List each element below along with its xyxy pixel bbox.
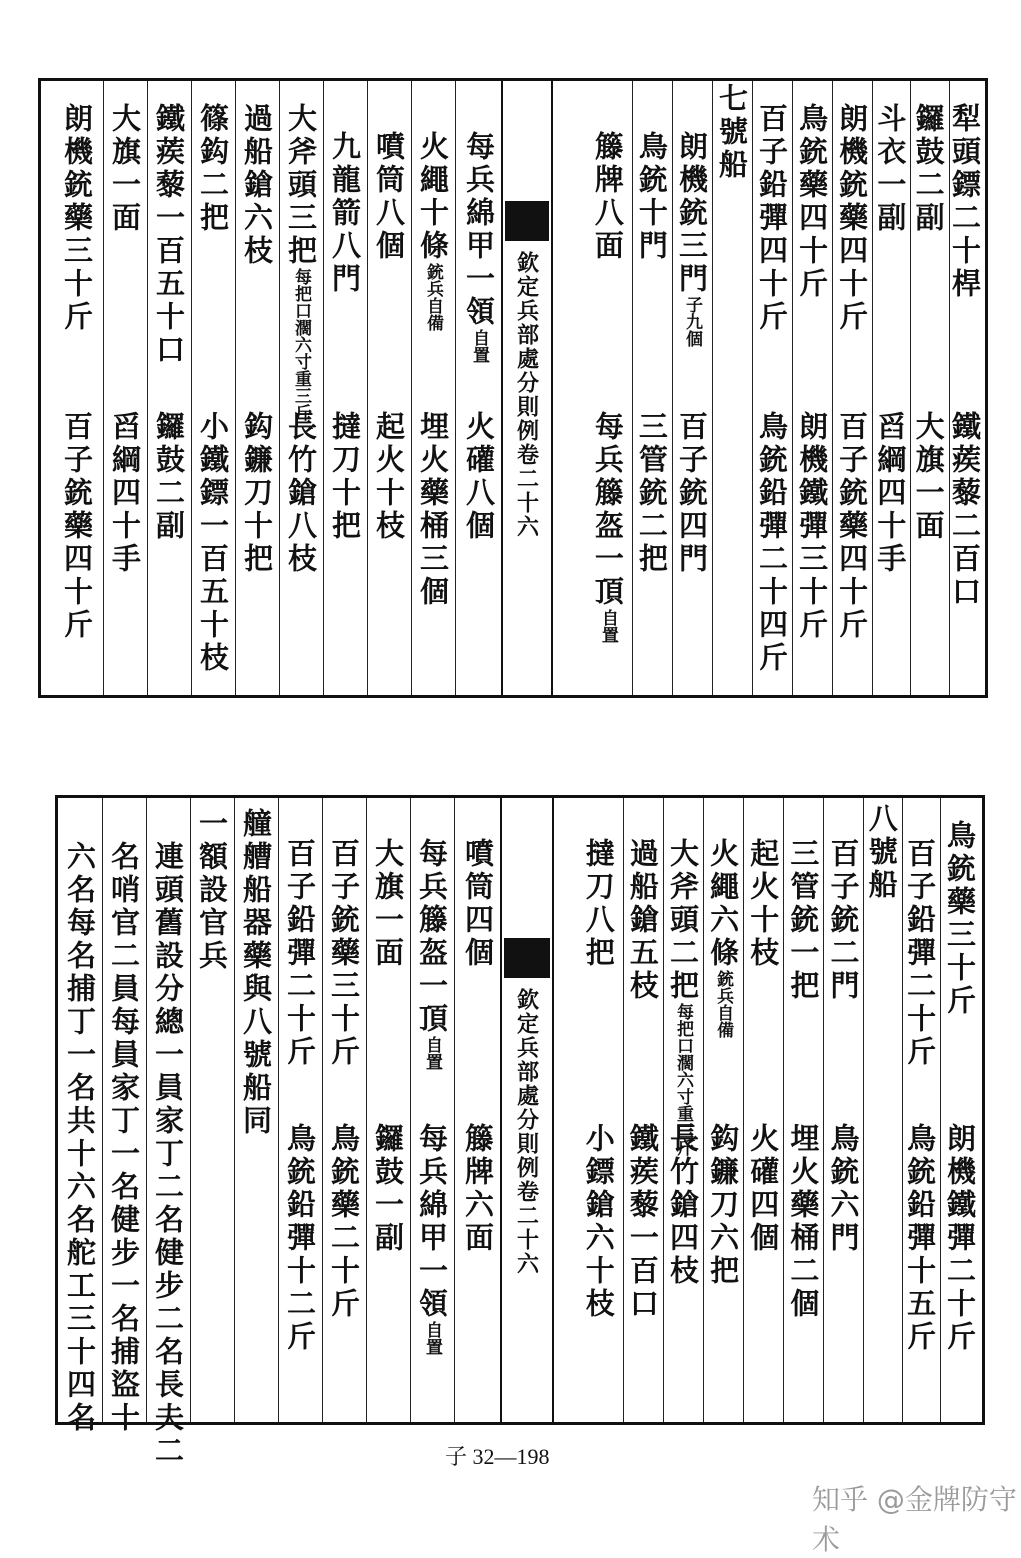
entry-text: 起火十枝 (746, 838, 781, 970)
entry-text: 鳥銃鉛彈十二斤 (283, 1123, 317, 1354)
paragraph-line: 名哨官二員每員家丁一名健步一名捕盜十 (107, 808, 141, 1435)
entry-text: 鑼鼓一副 (371, 1123, 405, 1255)
entry-text: 起火十枝 (372, 411, 406, 543)
entry-text: 鳥銃十門 (634, 131, 669, 263)
entry-text: 犁頭鏢二十桿 (948, 103, 982, 301)
column (570, 798, 623, 1422)
entry-text: 鑼鼓二副 (911, 103, 946, 235)
entry-text: 過船鎗六枝 (240, 103, 274, 268)
entry-text: 鳥銃藥三十斤 (943, 820, 977, 1018)
entry-text: 籐牌六面 (461, 1123, 495, 1255)
column (752, 81, 792, 695)
column (147, 81, 191, 695)
column (366, 798, 410, 1422)
column (863, 798, 901, 1422)
entry-text: 舀綱四十手 (873, 411, 908, 576)
column (672, 81, 712, 695)
entry-text: 火繩十條銃兵自備 (416, 131, 450, 331)
entry-text: 鈎鐮刀十把 (240, 411, 274, 576)
entry-text: 鳥銃鉛彈二十四斤 (755, 411, 790, 675)
entry-text: 百子銃藥四十斤 (60, 411, 94, 642)
entry-text: 長竹鎗八枝 (284, 411, 318, 576)
column (902, 798, 940, 1422)
entry-text: 籐牌八面 (590, 131, 625, 263)
section-heading: 八號船 (864, 803, 899, 902)
entry-text: 埋火藥桶二個 (786, 1123, 821, 1321)
top-right-half (581, 81, 985, 695)
section-heading: 七號船 (714, 83, 749, 182)
entry-text: 火礶八個 (462, 411, 496, 543)
column (367, 81, 411, 695)
column (712, 81, 752, 695)
entry-text: 鑼鼓二副 (152, 411, 186, 543)
column (832, 81, 872, 695)
column (632, 81, 672, 695)
entry-text: 火礶四個 (746, 1123, 781, 1255)
entry-text: 三管銃一把 (786, 838, 821, 1003)
fold-mark (504, 938, 550, 978)
column (45, 81, 103, 695)
entry-text: 三管銃二把 (634, 411, 669, 576)
column (949, 81, 985, 695)
fold-title: 欽定兵部處分則例卷二十六 (512, 251, 543, 539)
entry-text: 百子鉛彈二十斤 (903, 838, 938, 1069)
entry-text: 長竹鎗四枝 (665, 1123, 700, 1288)
entry-text: 大旗一面 (911, 411, 946, 543)
paragraph-line: 連頭舊設分總一員家丁二名健步二名長夫二 (151, 808, 185, 1468)
entry-text: 百子鉛彈四十斤 (755, 103, 790, 334)
column (940, 798, 982, 1422)
entry-text: 撻刀八把 (581, 838, 616, 970)
entry-text: 撻刀十把 (328, 411, 362, 543)
center-fold (501, 81, 553, 695)
column (581, 81, 632, 695)
entry-text: 小鏢鎗六十枝 (581, 1123, 616, 1321)
column (872, 81, 910, 695)
column (783, 798, 823, 1422)
column (102, 798, 146, 1435)
entry-text: 朗機銃藥四十斤 (835, 103, 870, 334)
watermark: 知乎 @金牌防守术 (812, 1483, 1017, 1556)
entry-text: 小鐵鏢一百五十枝 (196, 411, 230, 675)
column (663, 798, 703, 1422)
entry-text: 大旗一面 (371, 838, 405, 970)
entry-text: 大斧頭二把每把口濶六寸重三斤 (665, 838, 700, 1156)
column (792, 81, 832, 695)
entry-text: 朗機鐵彈三十斤 (795, 411, 830, 642)
entry-text: 鈎鐮刀六把 (706, 1123, 741, 1288)
column (823, 798, 863, 1422)
entry-text: 百子銃二門 (826, 838, 861, 1003)
column (322, 798, 366, 1422)
entry-text: 鐵蒺藜一百口 (625, 1123, 660, 1321)
entry-text: 篠鈎二把 (196, 103, 230, 235)
entry-text: 朗機銃藥三十斤 (60, 103, 94, 334)
column (455, 81, 501, 695)
entry-text: 大斧頭三把每把口濶六寸重三斤 (284, 103, 318, 421)
entry-text: 百子銃藥三十斤 (327, 838, 361, 1069)
entry-text: 百子鉛彈二十斤 (283, 838, 317, 1069)
column (191, 81, 235, 695)
entry-text: 每兵綿甲一領自置 (415, 1123, 449, 1355)
bottom-right-half (570, 798, 982, 1422)
entry-text: 朗機鐵彈二十斤 (943, 1123, 977, 1354)
entry-text: 鐵蒺藜一百五十口 (152, 103, 186, 367)
top-page (38, 78, 988, 698)
entry-text: 舀綱四十手 (108, 411, 142, 576)
entry-text: 鐵蒺藜二百口 (948, 411, 982, 609)
entry-text: 九龍箭八門 (328, 131, 362, 296)
page-number: 子 32—198 (445, 1444, 550, 1469)
column (411, 81, 455, 695)
column (278, 798, 322, 1422)
entry-text: 火繩六條銃兵自備 (706, 838, 741, 1038)
column (146, 798, 190, 1468)
entry-text: 鳥銃藥四十斤 (795, 103, 830, 301)
entry-text: 鳥銃藥二十斤 (327, 1123, 361, 1321)
entry-text: 百子銃藥四十斤 (835, 411, 870, 642)
entry-text: 艟艚船器藥與八號船同 (239, 808, 273, 1138)
column (454, 798, 500, 1422)
entry-text: 鳥銃六門 (826, 1123, 861, 1255)
center-fold (500, 798, 554, 1422)
column (703, 798, 743, 1422)
fold-mark (505, 201, 549, 241)
entry-text: 噴筒四個 (461, 838, 495, 970)
column (235, 81, 279, 695)
entry-text: 每兵籐盔一頂自置 (415, 838, 449, 1070)
entry-text: 百子銃四門 (674, 411, 709, 576)
column (910, 81, 948, 695)
column (58, 798, 102, 1435)
entry-text: 鳥銃鉛彈十五斤 (903, 1123, 938, 1354)
column (190, 798, 234, 1422)
entry-text: 每兵綿甲一領自置 (462, 131, 496, 363)
column (323, 81, 367, 695)
entry-text: 朗機銃三門子九個 (674, 131, 709, 347)
entry-text: 大旗一面 (108, 103, 142, 235)
column (234, 798, 278, 1422)
column (279, 81, 323, 695)
entry-text: 斗衣一副 (873, 103, 908, 235)
entry-text: 埋火藥桶三個 (416, 411, 450, 609)
column (623, 798, 663, 1422)
column (103, 81, 147, 695)
entry-text: 噴筒八個 (372, 131, 406, 263)
column (410, 798, 454, 1422)
fold-title: 欽定兵部處分則例卷二十六 (512, 988, 543, 1276)
top-left-half (41, 81, 501, 695)
section-heading: 一額設官兵 (195, 808, 229, 973)
entry-text: 每兵籐盔一頂自置 (590, 411, 625, 643)
entry-text: 過船鎗五枝 (625, 838, 660, 1003)
paragraph-line: 六名每名捕丁一名共十六名舵工三十四名 (63, 808, 97, 1435)
column (743, 798, 783, 1422)
